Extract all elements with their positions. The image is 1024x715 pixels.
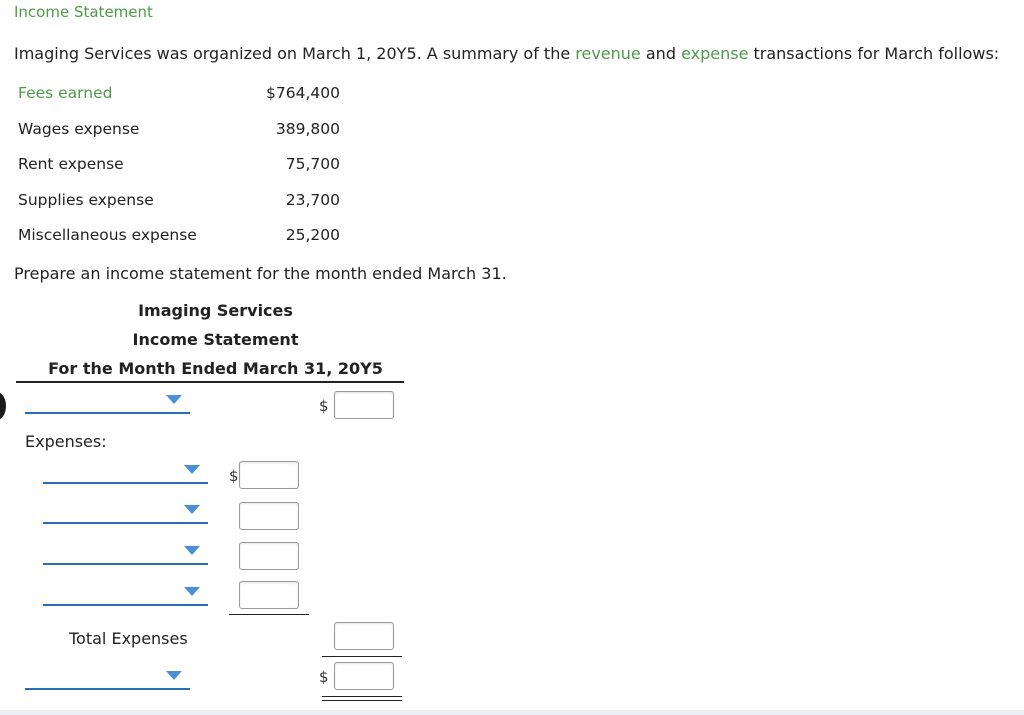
intro-text-1: Imaging Services was organized on March 1, 20Y5. A summary of the <box>14 44 576 63</box>
fees-earned-link[interactable]: Fees earned <box>18 84 113 102</box>
statement-company: Imaging Services <box>138 301 293 320</box>
expenses-label: Expenses: <box>25 432 107 451</box>
expense-amount-input-3[interactable] <box>239 542 299 570</box>
misc-expense-label: Miscellaneous expense <box>18 226 197 244</box>
chevron-down-icon <box>184 587 200 596</box>
intro-text-2: and <box>640 44 682 63</box>
revenue-currency: $ <box>319 397 329 415</box>
expenses-subtotal-rule <box>229 614 309 615</box>
intro-text-3: transactions for March follows: <box>748 44 1000 63</box>
bottom-scroll-strip <box>0 710 1024 715</box>
expense-account-dropdown-1[interactable] <box>43 460 208 484</box>
problem-intro <box>14 44 999 63</box>
rent-expense-value: 75,700 <box>285 155 340 173</box>
expense-amount-input-2[interactable] <box>239 502 299 530</box>
chevron-down-icon <box>166 395 182 404</box>
expense-amount-input-4[interactable] <box>239 581 299 609</box>
total-expenses-label: Total Expenses <box>69 629 188 648</box>
chevron-down-icon <box>184 505 200 514</box>
total-expenses-rule <box>322 656 402 657</box>
revenue-account-dropdown[interactable] <box>25 390 190 414</box>
supplies-expense-value: 23,700 <box>285 191 340 209</box>
row-marker <box>0 392 6 420</box>
wages-expense-label: Wages expense <box>18 120 140 138</box>
net-income-input[interactable] <box>334 662 394 690</box>
instruction-text: Prepare an income statement for the month ended March 31. <box>14 264 507 283</box>
statement-period: For the Month Ended March 31, 20Y5 <box>48 359 383 378</box>
rent-expense-label: Rent expense <box>18 155 124 173</box>
net-income-double-rule <box>322 696 402 701</box>
net-income-currency: $ <box>319 668 329 686</box>
revenue-amount-input[interactable] <box>334 391 394 419</box>
expense-currency: $ <box>229 467 239 485</box>
misc-expense-value: 25,200 <box>285 226 340 244</box>
statement-title: Income Statement <box>132 330 299 349</box>
total-expenses-input[interactable] <box>334 622 394 650</box>
expense-account-dropdown-2[interactable] <box>43 500 208 524</box>
chevron-down-icon <box>166 671 182 680</box>
page-title: Income Statement <box>14 3 153 21</box>
chevron-down-icon <box>184 465 200 474</box>
header-divider <box>16 381 404 383</box>
expense-amount-input-1[interactable] <box>239 461 299 489</box>
fees-earned-value: $764,400 <box>266 84 340 102</box>
net-income-label-dropdown[interactable] <box>25 666 190 690</box>
expense-term-link[interactable]: expense <box>681 44 749 63</box>
revenue-term-link[interactable]: revenue <box>575 44 641 63</box>
wages-expense-value: 389,800 <box>275 120 340 138</box>
supplies-expense-label: Supplies expense <box>18 191 154 209</box>
expense-account-dropdown-3[interactable] <box>43 541 208 565</box>
expense-account-dropdown-4[interactable] <box>43 582 208 606</box>
chevron-down-icon <box>184 546 200 555</box>
